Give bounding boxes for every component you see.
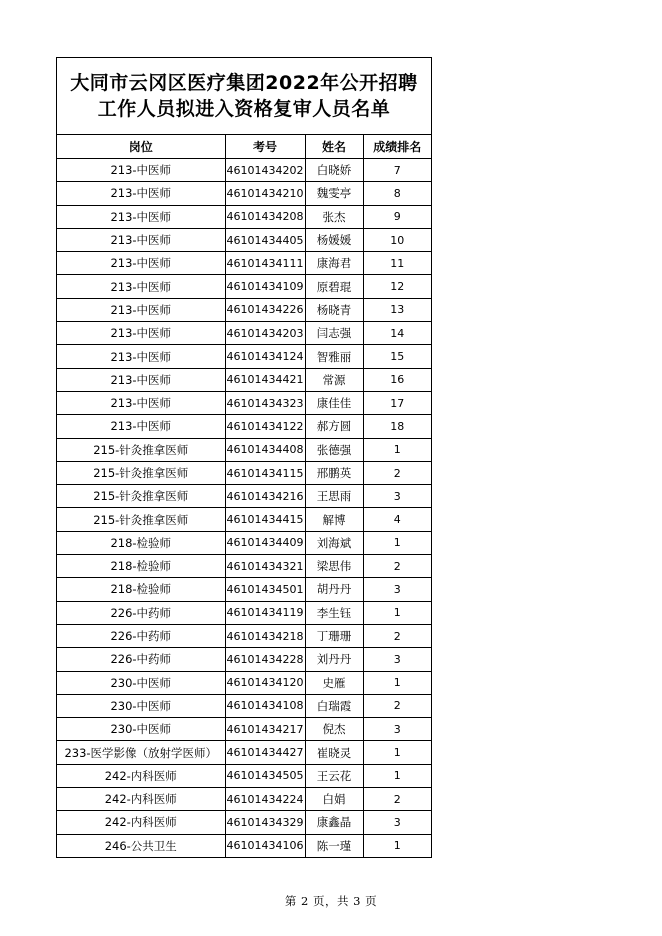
- cell-position: 218-检验师: [57, 531, 225, 554]
- cell-name: 史雁: [305, 671, 363, 694]
- cell-rank: 3: [363, 485, 431, 508]
- cell-position: 215-针灸推拿医师: [57, 508, 225, 531]
- cell-rank: 17: [363, 391, 431, 414]
- cell-position: 246-公共卫生: [57, 834, 225, 857]
- cell-rank: 3: [363, 811, 431, 834]
- cell-position: 226-中药师: [57, 601, 225, 624]
- cell-exam-number: 46101434421: [225, 368, 305, 391]
- cell-exam-number: 46101434501: [225, 578, 305, 601]
- table-row: [57, 228, 431, 251]
- cell-name: 崔晓灵: [305, 741, 363, 764]
- cell-exam-number: 46101434505: [225, 764, 305, 787]
- cell-name: 丁珊珊: [305, 624, 363, 647]
- roster-sheet: [56, 57, 432, 858]
- cell-rank: 2: [363, 694, 431, 717]
- cell-exam-number: 46101434120: [225, 671, 305, 694]
- table-row: [57, 601, 431, 624]
- page-title: 大同市云冈区医疗集团2022年公开招聘工作人员拟进入资格复审人员名单: [57, 58, 431, 135]
- cell-rank: 1: [363, 438, 431, 461]
- cell-name: 智雅丽: [305, 345, 363, 368]
- cell-name: 白娟: [305, 788, 363, 811]
- cell-exam-number: 46101434208: [225, 205, 305, 228]
- table-row: [57, 718, 431, 741]
- cell-exam-number: 46101434405: [225, 228, 305, 251]
- cell-name: 刘丹丹: [305, 648, 363, 671]
- cell-rank: 2: [363, 461, 431, 484]
- cell-exam-number: 46101434224: [225, 788, 305, 811]
- table-row: [57, 555, 431, 578]
- cell-rank: 10: [363, 228, 431, 251]
- table-row: [57, 694, 431, 717]
- cell-name: 解博: [305, 508, 363, 531]
- cell-position: 215-针灸推拿医师: [57, 485, 225, 508]
- column-header-name: 姓名: [305, 135, 363, 159]
- table-row: [57, 345, 431, 368]
- table-row: [57, 485, 431, 508]
- cell-name: 康鑫晶: [305, 811, 363, 834]
- table-row: [57, 159, 431, 182]
- cell-name: 闫志强: [305, 322, 363, 345]
- cell-position: 213-中医师: [57, 228, 225, 251]
- cell-position: 230-中医师: [57, 694, 225, 717]
- cell-rank: 14: [363, 322, 431, 345]
- cell-rank: 1: [363, 671, 431, 694]
- cell-position: 213-中医师: [57, 415, 225, 438]
- cell-position: 230-中医师: [57, 671, 225, 694]
- cell-position: 218-检验师: [57, 578, 225, 601]
- table-row: [57, 438, 431, 461]
- table-row: [57, 764, 431, 787]
- cell-position: 226-中药师: [57, 624, 225, 647]
- cell-rank: 18: [363, 415, 431, 438]
- cell-exam-number: 46101434109: [225, 275, 305, 298]
- cell-name: 杨晓青: [305, 298, 363, 321]
- cell-position: 213-中医师: [57, 345, 225, 368]
- table-row: [57, 671, 431, 694]
- cell-rank: 8: [363, 182, 431, 205]
- cell-rank: 9: [363, 205, 431, 228]
- table-row: [57, 461, 431, 484]
- cell-rank: 1: [363, 764, 431, 787]
- cell-exam-number: 46101434216: [225, 485, 305, 508]
- table-row: [57, 391, 431, 414]
- table-row: [57, 368, 431, 391]
- cell-exam-number: 46101434228: [225, 648, 305, 671]
- cell-rank: 15: [363, 345, 431, 368]
- cell-position: 213-中医师: [57, 182, 225, 205]
- table-row: [57, 252, 431, 275]
- cell-exam-number: 46101434106: [225, 834, 305, 857]
- cell-name: 常源: [305, 368, 363, 391]
- cell-position: 213-中医师: [57, 275, 225, 298]
- cell-exam-number: 46101434217: [225, 718, 305, 741]
- cell-position: 213-中医师: [57, 252, 225, 275]
- cell-exam-number: 46101434203: [225, 322, 305, 345]
- cell-rank: 2: [363, 555, 431, 578]
- cell-exam-number: 46101434218: [225, 624, 305, 647]
- cell-position: 230-中医师: [57, 718, 225, 741]
- cell-name: 王思雨: [305, 485, 363, 508]
- cell-position: 242-内科医师: [57, 764, 225, 787]
- cell-exam-number: 46101434329: [225, 811, 305, 834]
- table-row: [57, 298, 431, 321]
- cell-rank: 3: [363, 718, 431, 741]
- cell-rank: 12: [363, 275, 431, 298]
- column-header-rank: 成绩排名: [363, 135, 431, 159]
- table-row: [57, 578, 431, 601]
- cell-rank: 11: [363, 252, 431, 275]
- cell-position: 213-中医师: [57, 368, 225, 391]
- cell-name: 梁思伟: [305, 555, 363, 578]
- cell-position: 213-中医师: [57, 298, 225, 321]
- table-header-row: [57, 135, 431, 159]
- page-footer: 第 2 页，共 3 页: [284, 894, 378, 908]
- cell-name: 康佳佳: [305, 391, 363, 414]
- cell-name: 郝方圆: [305, 415, 363, 438]
- table-row: [57, 811, 431, 834]
- cell-position: 213-中医师: [57, 159, 225, 182]
- roster-table: [57, 135, 431, 857]
- cell-exam-number: 46101434321: [225, 555, 305, 578]
- cell-exam-number: 46101434409: [225, 531, 305, 554]
- cell-name: 胡丹丹: [305, 578, 363, 601]
- cell-name: 张杰: [305, 205, 363, 228]
- cell-rank: 1: [363, 741, 431, 764]
- cell-rank: 1: [363, 834, 431, 857]
- table-row: [57, 415, 431, 438]
- cell-exam-number: 46101434427: [225, 741, 305, 764]
- table-body: [57, 159, 431, 857]
- cell-position: 213-中医师: [57, 322, 225, 345]
- cell-name: 王云花: [305, 764, 363, 787]
- cell-rank: 1: [363, 601, 431, 624]
- cell-name: 魏雯亭: [305, 182, 363, 205]
- cell-position: 215-针灸推拿医师: [57, 461, 225, 484]
- cell-name: 刘海斌: [305, 531, 363, 554]
- cell-position: 242-内科医师: [57, 788, 225, 811]
- cell-position: 226-中药师: [57, 648, 225, 671]
- cell-position: 213-中医师: [57, 205, 225, 228]
- cell-position: 233-医学影像（放射学医师）: [57, 741, 225, 764]
- cell-name: 康海君: [305, 252, 363, 275]
- cell-name: 李生钰: [305, 601, 363, 624]
- cell-name: 倪杰: [305, 718, 363, 741]
- cell-exam-number: 46101434124: [225, 345, 305, 368]
- column-header-exam-number: 考号: [225, 135, 305, 159]
- cell-position: 213-中医师: [57, 391, 225, 414]
- table-row: [57, 741, 431, 764]
- cell-position: 215-针灸推拿医师: [57, 438, 225, 461]
- table-row: [57, 788, 431, 811]
- cell-exam-number: 46101434415: [225, 508, 305, 531]
- table-row: [57, 205, 431, 228]
- cell-rank: 2: [363, 788, 431, 811]
- cell-rank: 1: [363, 531, 431, 554]
- table-row: [57, 182, 431, 205]
- cell-exam-number: 46101434119: [225, 601, 305, 624]
- cell-exam-number: 46101434108: [225, 694, 305, 717]
- table-row: [57, 648, 431, 671]
- cell-exam-number: 46101434122: [225, 415, 305, 438]
- cell-name: 陈一瑾: [305, 834, 363, 857]
- table-row: [57, 834, 431, 857]
- table-row: [57, 531, 431, 554]
- cell-exam-number: 46101434323: [225, 391, 305, 414]
- cell-name: 张德强: [305, 438, 363, 461]
- cell-name: 邢鹏英: [305, 461, 363, 484]
- cell-rank: 7: [363, 159, 431, 182]
- cell-exam-number: 46101434115: [225, 461, 305, 484]
- cell-rank: 2: [363, 624, 431, 647]
- table-row: [57, 624, 431, 647]
- cell-rank: 13: [363, 298, 431, 321]
- cell-exam-number: 46101434226: [225, 298, 305, 321]
- cell-rank: 3: [363, 648, 431, 671]
- cell-rank: 16: [363, 368, 431, 391]
- cell-position: 218-检验师: [57, 555, 225, 578]
- cell-rank: 3: [363, 578, 431, 601]
- cell-exam-number: 46101434202: [225, 159, 305, 182]
- column-header-position: 岗位: [57, 135, 225, 159]
- cell-name: 白晓娇: [305, 159, 363, 182]
- cell-exam-number: 46101434111: [225, 252, 305, 275]
- cell-position: 242-内科医师: [57, 811, 225, 834]
- cell-name: 白瑞霞: [305, 694, 363, 717]
- table-row: [57, 275, 431, 298]
- cell-name: 杨媛媛: [305, 228, 363, 251]
- cell-name: 原碧琨: [305, 275, 363, 298]
- table-row: [57, 322, 431, 345]
- cell-rank: 4: [363, 508, 431, 531]
- cell-exam-number: 46101434210: [225, 182, 305, 205]
- cell-exam-number: 46101434408: [225, 438, 305, 461]
- table-row: [57, 508, 431, 531]
